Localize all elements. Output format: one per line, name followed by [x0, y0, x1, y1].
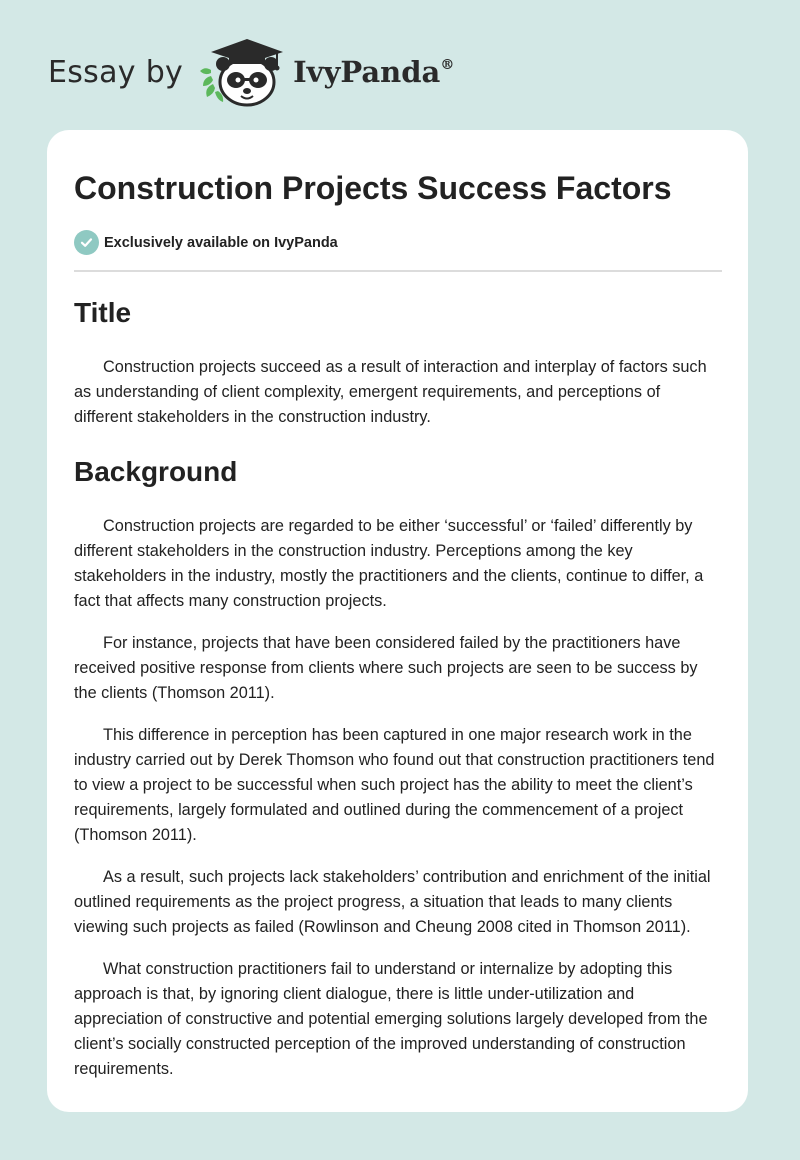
paragraph: What construction practitioners fail to understand or internalize by adopting this approach is that, by ignoring client dialogue, there is little under-utilization and appreciation of constructive and potential emerging solutions largely developed from the client’s socially constructed perception of the improved understanding of construction requirements.	[74, 960, 708, 1078]
paragraph: For instance, projects that have been considered failed by the practitioners have received positive response from clients where such projects are seen to be success by the clients (Thomson 2011).	[74, 634, 698, 702]
paragraph: Construction projects succeed as a result of interaction and interplay of factors such as understanding of client complexity, emergent requirements, and perceptions of different stakeholders in the construction industry.	[74, 358, 707, 426]
section-heading-background: Background	[74, 456, 238, 487]
badge-text: Exclusively available on IvyPanda	[104, 234, 338, 251]
exclusive-badge	[74, 230, 722, 255]
brand-name: IvyPanda®	[293, 55, 455, 89]
brand-prefix: Essay by	[48, 54, 184, 90]
essay-card	[47, 130, 748, 1112]
check-circle-icon	[74, 230, 99, 255]
section-heading-title: Title	[74, 297, 132, 328]
divider	[74, 270, 722, 272]
paragraph: As a result, such projects lack stakeholders’ contribution and enrichment of the initial outlined requirements as the project progress, a situation that leads to many clients viewing such projects as failed (Rowlinson and Cheung 2008 cited in Thomson 2011).	[74, 868, 711, 936]
paragraph: This difference in perception has been captured in one major research work in the industry carried out by Derek Thomson who found out that construction practitioners tend to view a project to be successful when such project has the ability to meet the client’s requirements, largely formulated and outlined during the commencement of a project (Thomson 2011).	[74, 726, 715, 844]
panda-graduate-icon	[197, 36, 289, 108]
brand-header	[48, 36, 454, 108]
paragraph: Construction projects are regarded to be either ‘successful’ or ‘failed’ differently by different stakeholders in the construction industry. Perceptions among the key stakeholders in the industry, mostly the practitioners and the clients, continue to differ, a fact that affects many construction projects.	[74, 517, 704, 610]
page-title: Construction Projects Success Factors	[74, 170, 672, 206]
